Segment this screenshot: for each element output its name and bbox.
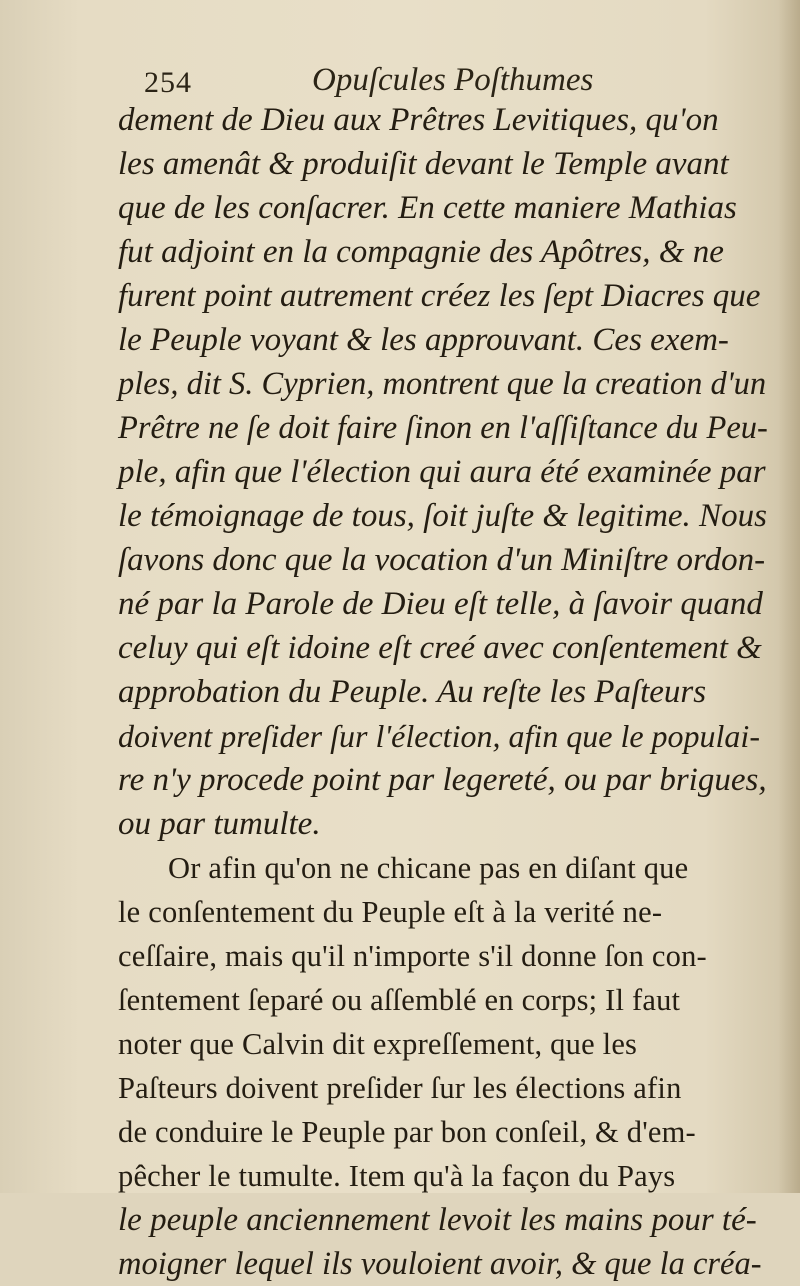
text-line: moigner lequel ils vouloient avoir, & que la créa- [118,1246,762,1282]
text-line: celuy qui eſt idoine eſt creé avec conſentement & [118,630,762,666]
text-line: re n'y procede point par legereté, ou par brigues, [118,762,767,798]
text-line: fut adjoint en la compagnie des Apôtres, & ne [118,234,724,270]
paragraph-first-line: Or afin qu'on ne chicane pas en diſant que [168,851,689,885]
text-line: Paſteurs doivent preſider ſur les élections afin [118,1071,682,1105]
text-line: les amenât & produiſit devant le Temple avant [118,146,729,182]
text-line: doivent preſider ſur l'élection, afin que le populai- [118,718,760,754]
text-line: ceſſaire, mais qu'il n'importe s'il donne ſon con- [118,939,707,973]
text-line: ou par tumulte. [118,806,321,842]
text-line: furent point autrement créez les ſept Diacres que [118,278,761,314]
text-line: approbation du Peuple. Au reſte les Paſteurs [118,674,707,710]
text-line: le conſentement du Peuple eſt à la verité ne- [118,895,663,929]
page-number: 254 [144,66,192,99]
text-line: Prêtre ne ſe doit faire ſinon en l'aſſiſtance du Peu- [118,410,768,446]
mixed-style-line: pêcher le tumulte. Item qu'à la façon du Pays [118,1159,676,1193]
text-line: dement de Dieu aux Prêtres Levitiques, qu'on [118,102,719,138]
text-line: le témoignage de tous, ſoit juſte & legitime. Nous [118,498,767,534]
text-line: que de les conſacrer. En cette maniere Mathias [118,190,737,226]
text-line: le peuple anciennement levoit les mains pour té- [118,1202,757,1238]
text-line: noter que Calvin dit expreſſement, que les [118,1027,638,1061]
running-title: Opuſcules Poſthumes [312,62,594,98]
text-line: le Peuple voyant & les approuvant. Ces exem- [118,322,729,358]
text-line: ple, afin que l'élection qui aura été examinée par [118,454,766,490]
text-line: né par la Parole de Dieu eſt telle, à ſavoir quand [118,586,763,622]
page-edge-shadow [778,0,800,1193]
text-line: ples, dit S. Cyprien, montrent que la creation d'un [118,366,767,402]
text-line: ſentement ſeparé ou aſſemblé en corps; Il faut [118,983,681,1017]
text-line: de conduire le Peuple par bon conſeil, & d'em- [118,1115,696,1149]
text-line: ſavons donc que la vocation d'un Miniſtre ordon- [118,542,766,578]
